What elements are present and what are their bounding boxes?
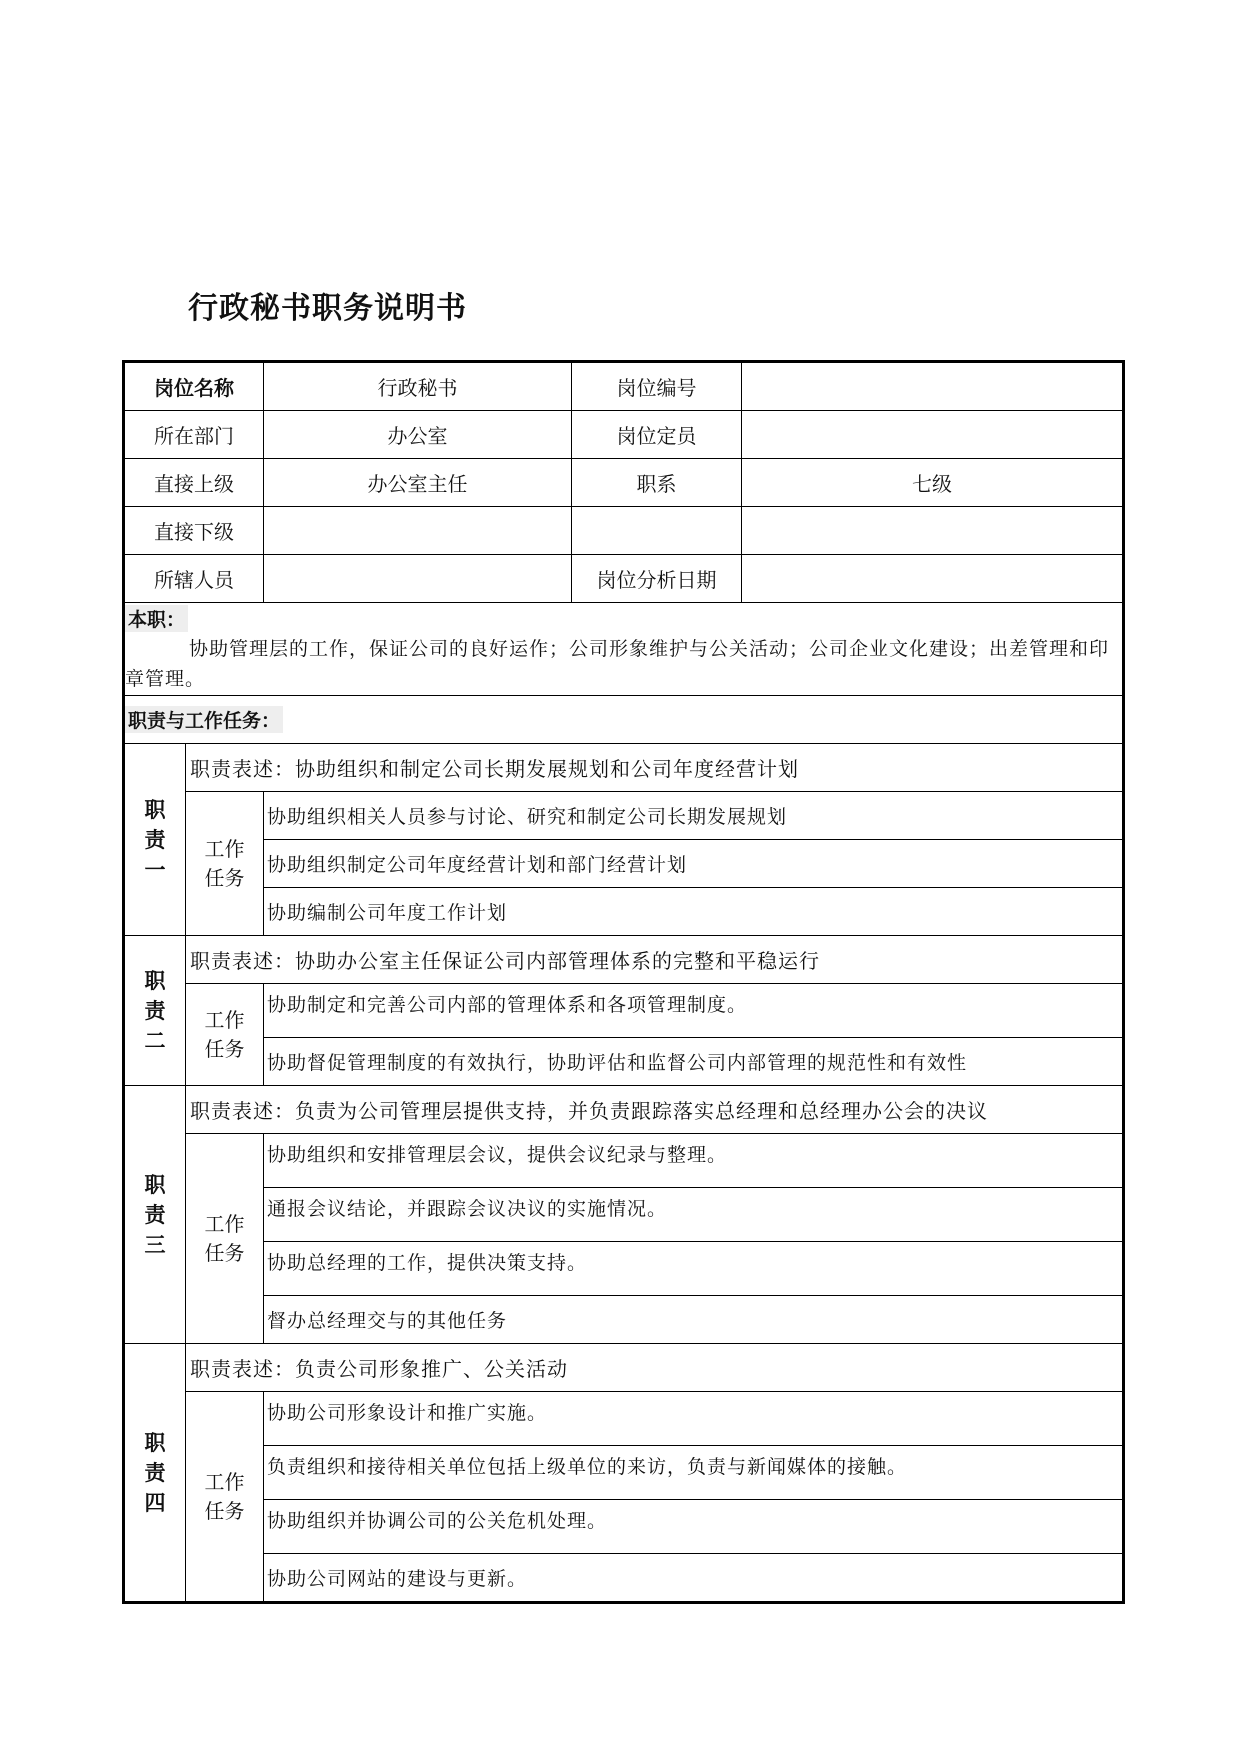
duty-3-task-label: 工作 任务 [186, 1134, 264, 1344]
duty-3-task-row [124, 1242, 1124, 1296]
duty-1-task-label: 工作 任务 [186, 792, 264, 936]
duty-4-task-row [124, 1392, 1124, 1446]
duty-4-task-4: 协助公司网站的建设与更新。 [264, 1554, 1124, 1603]
duty-1-task-1: 协助组织相关人员参与讨论、研究和制定公司长期发展规划 [264, 792, 1124, 840]
duty-4-task-2: 负责组织和接待相关单位包括上级单位的来访，负责与新闻媒体的接触。 [264, 1446, 1124, 1500]
duty-3-task-1: 协助组织和安排管理层会议，提供会议纪录与整理。 [264, 1134, 1124, 1188]
empty-label-cell [572, 507, 742, 555]
responsibilities-header-row [124, 696, 1124, 744]
subordinate-label: 直接下级 [124, 507, 264, 555]
analysis-date-value [742, 555, 1124, 603]
duty-1-description-row [124, 744, 1124, 792]
info-row-staff [124, 555, 1124, 603]
duty-1-task-row [124, 792, 1124, 840]
position-no-label: 岗位编号 [572, 362, 742, 411]
duty-4-task-row [124, 1446, 1124, 1500]
duty-4-label: 职 责 四 [124, 1344, 186, 1603]
duty-4-description: 职责表述：负责公司形象推广、公关活动 [186, 1344, 1124, 1392]
duty-4-task-3: 协助组织并协调公司的公关危机处理。 [264, 1500, 1124, 1554]
duty-2-task-row [124, 1038, 1124, 1086]
responsibilities-label: 职责与工作任务： [125, 706, 283, 733]
staff-value [264, 555, 572, 603]
job-description-table [122, 360, 1125, 1604]
duty-2-description-row [124, 936, 1124, 984]
duty-4-description-row [124, 1344, 1124, 1392]
duty-3-label: 职 责 三 [124, 1086, 186, 1344]
position-name-value: 行政秘书 [264, 362, 572, 411]
department-label: 所在部门 [124, 411, 264, 459]
duty-4-task-row [124, 1500, 1124, 1554]
info-row-superior [124, 459, 1124, 507]
duty-3-task-row [124, 1296, 1124, 1344]
duty-3-task-3: 协助总经理的工作，提供决策支持。 [264, 1242, 1124, 1296]
duty-2-task-2: 协助督促管理制度的有效执行，协助评估和监督公司内部管理的规范性和有效性 [264, 1038, 1124, 1086]
empty-value-cell [742, 507, 1124, 555]
duty-4-task-label: 工作 任务 [186, 1392, 264, 1603]
duty-2-task-label: 工作 任务 [186, 984, 264, 1086]
superior-label: 直接上级 [124, 459, 264, 507]
grade-value: 七级 [742, 459, 1124, 507]
duty-3-task-2: 通报会议结论，并跟踪会议决议的实施情况。 [264, 1188, 1124, 1242]
duty-4-task-row [124, 1554, 1124, 1603]
duty-4-task-1: 协助公司形象设计和推广实施。 [264, 1392, 1124, 1446]
analysis-date-label: 岗位分析日期 [572, 555, 742, 603]
duty-1-task-2: 协助组织制定公司年度经营计划和部门经营计划 [264, 840, 1124, 888]
summary-label: 本职： [125, 605, 188, 632]
duty-1-task-3: 协助编制公司年度工作计划 [264, 888, 1124, 936]
info-row-subordinate [124, 507, 1124, 555]
duty-1-label: 职 责 一 [124, 744, 186, 936]
duty-3-task-row [124, 1134, 1124, 1188]
duty-2-description: 职责表述：协助办公室主任保证公司内部管理体系的完整和平稳运行 [186, 936, 1124, 984]
info-row-department [124, 411, 1124, 459]
info-row-position [124, 362, 1124, 411]
summary-text: 协助管理层的工作，保证公司的良好运作；公司形象维护与公关活动；公司企业文化建设；出差管理和印章管理。 [125, 637, 1110, 690]
duty-3-description-row [124, 1086, 1124, 1134]
duty-2-task-1: 协助制定和完善公司内部的管理体系和各项管理制度。 [264, 984, 1124, 1038]
duty-3-description: 职责表述：负责为公司管理层提供支持，并负责跟踪落实总经理和总经理办公会的决议 [186, 1086, 1124, 1134]
duty-3-task-row [124, 1188, 1124, 1242]
position-name-label: 岗位名称 [124, 362, 264, 411]
position-no-value [742, 362, 1124, 411]
headcount-value [742, 411, 1124, 459]
superior-value: 办公室主任 [264, 459, 572, 507]
duty-1-task-row [124, 888, 1124, 936]
staff-label: 所辖人员 [124, 555, 264, 603]
headcount-label: 岗位定员 [572, 411, 742, 459]
duty-2-label: 职 责 二 [124, 936, 186, 1086]
duty-3-task-4: 督办总经理交与的其他任务 [264, 1296, 1124, 1344]
department-value: 办公室 [264, 411, 572, 459]
duty-1-description: 职责表述：协助组织和制定公司长期发展规划和公司年度经营计划 [186, 744, 1124, 792]
summary-cell [124, 603, 1124, 696]
summary-row [124, 603, 1124, 696]
subordinate-value [264, 507, 572, 555]
duty-2-task-row [124, 984, 1124, 1038]
document-title: 行政秘书职务说明书 [188, 291, 467, 326]
grade-label: 职系 [572, 459, 742, 507]
duty-1-task-row [124, 840, 1124, 888]
